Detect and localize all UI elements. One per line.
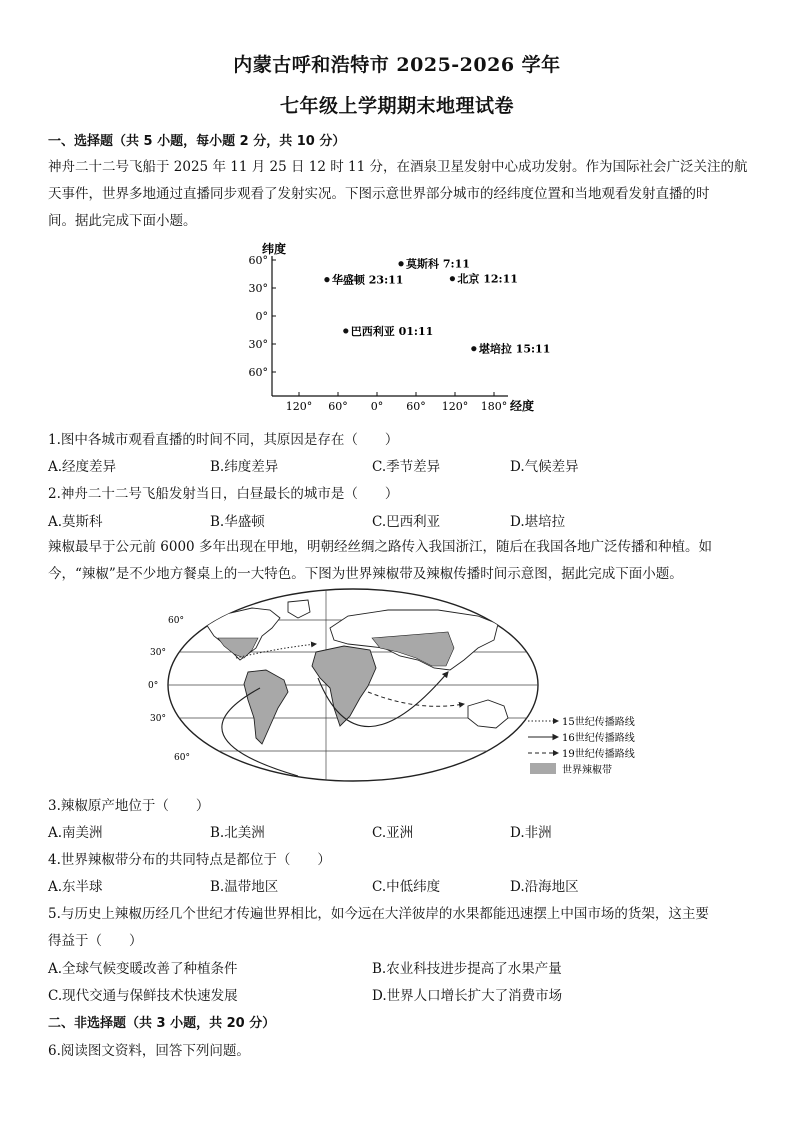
question-5-stem-line2: 得益于（ ） [48, 933, 143, 949]
x-axis-label: 经度 [510, 399, 535, 413]
intro1-line3: 间。据此完成下面小题。 [48, 213, 197, 229]
q1-option-c[interactable]: C.季节差异 [372, 459, 441, 475]
legend-15th-label: 15世纪传播路线 [562, 717, 635, 728]
question-6-stem: 6.阅读图文资料，回答下列问题。 [48, 1043, 250, 1059]
city-lonlat-chart [240, 238, 560, 420]
q5-option-c[interactable]: C.现代交通与保鲜技术快速发展 [48, 988, 238, 1004]
intro1-line2: 天事件，世界多地通过直播同步观看了发射实况。下图示意世界部分城市的经纬度位置和当地观看发射直播的时 [48, 186, 710, 202]
y-tick-label: 0° [255, 310, 268, 323]
q1-option-b[interactable]: B.纬度差异 [210, 459, 279, 475]
lat-label-30s: 30° [150, 714, 166, 724]
city-point [324, 277, 329, 282]
q5-option-d[interactable]: D.世界人口增长扩大了消费市场 [372, 988, 563, 1004]
q2-option-c[interactable]: C.巴西利亚 [372, 514, 441, 530]
y-tick-label: 30° [248, 338, 268, 351]
map-legend [528, 715, 635, 776]
q5-option-a[interactable]: A.全球气候变暖改善了种植条件 [48, 961, 238, 977]
city-label: 北京 12:11 [457, 272, 518, 286]
q2-option-b[interactable]: B.华盛顿 [210, 514, 265, 530]
intro-paragraph-1 [48, 154, 748, 235]
y-tick-label: 60° [248, 254, 268, 267]
q2-option-a[interactable]: A.莫斯科 [48, 514, 103, 530]
x-tick-label: 60° [406, 400, 426, 413]
section-heading-choice: 一、选择题（共 5 小题，每小题 2 分，共 10 分） [48, 134, 346, 149]
q1-option-d[interactable]: D.气候差异 [510, 459, 579, 475]
q4-option-d[interactable]: D.沿海地区 [510, 879, 579, 895]
city-label: 华盛顿 23:11 [331, 273, 404, 287]
x-tick-label: 120° [285, 400, 313, 413]
legend-belt-swatch [530, 763, 556, 774]
question-5-stem-line1: 5.与历史上辣椒历经几个世纪才传遍世界相比，如今远在大洋彼岸的水果都能迅速摆上中国市场的货架，这主要 [48, 906, 709, 922]
intro-paragraph-2 [48, 534, 748, 588]
exam-title-line1: 内蒙古呼和浩特市 2025-2026 学年 [233, 54, 561, 76]
lat-label-0: 0° [148, 681, 159, 691]
section-heading-nonchoice: 二、非选择题（共 3 小题，共 20 分） [48, 1016, 276, 1031]
q3-option-b[interactable]: B.北美洲 [210, 825, 265, 841]
q4-option-a[interactable]: A.东半球 [48, 879, 103, 895]
exam-title-line2: 七年级上学期期末地理试卷 [279, 95, 514, 117]
q3-option-c[interactable]: C.亚洲 [372, 825, 414, 841]
city-label: 莫斯科 7:11 [406, 257, 470, 271]
q2-option-d[interactable]: D.堪培拉 [510, 514, 566, 530]
legend-19th-label: 19世纪传播路线 [562, 749, 635, 760]
q1-option-a[interactable]: A.经度差异 [48, 459, 117, 475]
q3-option-d[interactable]: D.非洲 [510, 825, 552, 841]
y-axis-label: 纬度 [262, 242, 287, 256]
question-3-stem: 3.辣椒原产地位于（ ） [48, 798, 210, 814]
lat-label-30n: 30° [150, 648, 166, 658]
intro2-line1: 辣椒最早于公元前 6000 多年出现在甲地，明朝经丝绸之路传入我国浙江，随后在我国各地广泛传播和种植。如 [48, 539, 712, 555]
lat-label-60s: 60° [174, 753, 190, 763]
legend-belt-label: 世界辣椒带 [562, 765, 612, 776]
intro2-line2: 今，“辣椒”是不少地方餐桌上的一大特色。下图为世界辣椒带及辣椒传播时间示意图，据此完成下面小题。 [48, 566, 683, 582]
q4-option-c[interactable]: C.中低纬度 [372, 879, 441, 895]
legend-16th-label: 16世纪传播路线 [562, 733, 635, 744]
question-4-stem: 4.世界辣椒带分布的共同特点是都位于（ ） [48, 852, 331, 868]
lat-label-60n: 60° [168, 616, 184, 626]
q3-option-a[interactable]: A.南美洲 [48, 825, 103, 841]
intro1-line1: 神舟二十二号飞船于 2025 年 11 月 25 日 12 时 11 分，在酒泉卫星发射中心成功发射。作为国际社会广泛关注的航 [48, 159, 748, 175]
x-tick-label: 0° [370, 400, 384, 413]
city-point [398, 261, 403, 266]
city-point [343, 328, 348, 333]
city-point [450, 276, 455, 281]
x-tick-label: 180° [480, 400, 508, 413]
city-label: 堪培拉 15:11 [478, 342, 551, 356]
city-label: 巴西利亚 01:11 [350, 324, 434, 338]
x-tick-label: 120° [441, 400, 469, 413]
x-tick-label: 60° [328, 400, 348, 413]
question-2-stem: 2.神舟二十二号飞船发射当日，白昼最长的城市是（ ） [48, 486, 399, 502]
chili-world-map [148, 588, 658, 788]
q4-option-b[interactable]: B.温带地区 [210, 879, 279, 895]
question-1-stem: 1.图中各城市观看直播的时间不同，其原因是存在（ ） [48, 432, 399, 448]
y-tick-label: 30° [248, 282, 268, 295]
q5-option-b[interactable]: B.农业科技进步提高了水果产量 [372, 961, 562, 977]
y-tick-label: 60° [248, 366, 268, 379]
city-point [471, 346, 476, 351]
